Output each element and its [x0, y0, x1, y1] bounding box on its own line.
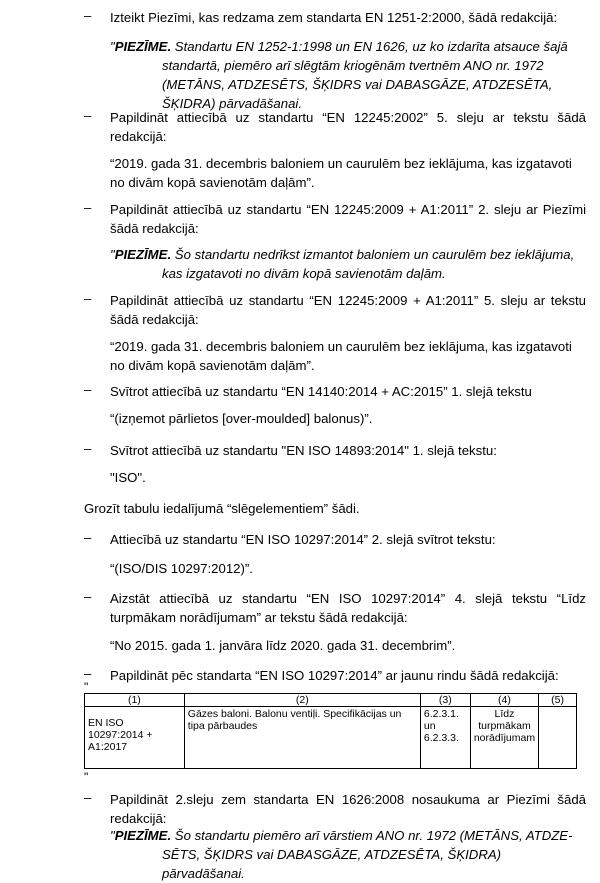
quoted-text: “(izņemot pārlietos [over-moulded] balonus)”.: [110, 411, 373, 426]
note-text-cont: kas izgatavoti no divām kopā savienotām daļām.: [162, 266, 446, 281]
note-label: PIEZĪME.: [114, 828, 172, 843]
list-item: Papildināt attiecībā uz standartu “EN 12245:2009 + A1:2011” 5. sleju ar tekstu šādā redakcijā:: [110, 293, 586, 327]
list-dash: –: [84, 8, 92, 23]
table-cell-standard: EN ISO 10297:2014 + A1:2017: [85, 707, 185, 769]
table-cell-title: Gāzes baloni. Balonu ventiļi. Specifikācijas un tipa pārbaudes: [184, 707, 420, 769]
list-dash: –: [84, 790, 92, 805]
table-header-cell: (3): [420, 694, 470, 707]
note-label: PIEZĪME.: [114, 39, 172, 54]
list-dash: –: [84, 382, 92, 397]
quoted-text: "ISO".: [110, 470, 146, 485]
close-quote: ": [84, 770, 89, 784]
note-text: Šo standartu piemēro arī vārstiem ANO nr. 1972 (METĀNS, ATDZE-: [174, 828, 573, 843]
table-header-cell: (1): [85, 694, 185, 707]
list-dash: –: [84, 589, 92, 604]
list-item: Svītrot attiecībā uz standartu “EN 14140:2014 + AC:2015” 1. slejā tekstu: [110, 384, 532, 399]
list-dash: –: [84, 108, 92, 123]
list-dash: –: [84, 530, 92, 545]
note-text: Šo standartu nedrīkst izmantot baloniem un caurulēm bez ieklājuma,: [174, 247, 575, 262]
list-dash: –: [84, 200, 92, 215]
paragraph: Grozīt tabulu iedalījumā “slēgelementiem” šādi.: [84, 501, 360, 516]
table-header-cell: (5): [539, 694, 577, 707]
table-cell-empty: [539, 707, 577, 769]
list-item: Papildināt attiecībā uz standartu “EN 12245:2009 + A1:2011” 2. sleju ar Piezīmi šādā redakcijā:: [110, 202, 586, 236]
list-item: Papildināt 2.sleju zem standarta EN 1626:2008 nosaukuma ar Piezīmi šādā redakcijā:: [110, 792, 586, 826]
note-label: PIEZĪME.: [114, 247, 172, 262]
list-item: Izteikt Piezīmi, kas redzama zem standarta EN 1251-2:2000, šādā redakcijā:: [110, 10, 558, 25]
note-block: "PIEZĪME. Standartu EN 1252-1:1998 un EN 1626, uz ko izdarīta atsauce šajā standartā, piemēro arī slēgtām kriogēnām tvertnēm ANO nr. 1972 (METĀNS, ATDZESĒTS, ŠĶIDRS vai DABASGĀZE, ATDZESĒTA, ŠĶIDRA) pārvadāšanai.: [110, 37, 586, 113]
quoted-text: “2019. gada 31. decembris baloniem un caurulēm bez ieklājuma, kas izgatavoti no divām kopā savienotām daļām”.: [110, 339, 572, 373]
list-dash: –: [84, 441, 92, 456]
list-item: Svītrot attiecībā uz standartu "EN ISO 14893:2014" 1. slejā tekstu:: [110, 443, 497, 458]
table-header-cell: (4): [470, 694, 538, 707]
table-cell-deadline: Līdz turpmākam norādījumam: [470, 707, 538, 769]
table-row: [85, 707, 577, 769]
quoted-text: “2019. gada 31. decembris baloniem un caurulēm bez ieklājuma, kas izgatavoti no divām kopā savienotām daļām”.: [110, 156, 572, 190]
note-block: "PIEZĪME. Šo standartu piemēro arī vārstiem ANO nr. 1972 (METĀNS, ATDZE- SĒTS, ŠĶIDRS vai DABASGĀZE, ATDZESĒTA, ŠĶIDRA) pārvadāšanai.: [110, 826, 586, 883]
quoted-text: “(ISO/DIS 10297:2012)”.: [110, 561, 253, 576]
note-text: Standartu EN 1252-1:1998 un EN 1626, uz ko izdarīta atsauce šajā: [174, 39, 568, 54]
table-header-row: [85, 694, 577, 707]
quoted-text: “No 2015. gada 1. janvāra līdz 2020. gada 31. decembrim”.: [110, 638, 456, 653]
note-block: "PIEZĪME. Šo standartu nedrīkst izmantot baloniem un caurulēm bez ieklājuma, kas izgatavoti no divām kopā savienotām daļām.: [110, 245, 586, 283]
table-cell-clauses: 6.2.3.1. un 6.2.3.3.: [420, 707, 470, 769]
table-header-cell: (2): [184, 694, 420, 707]
list-dash: –: [84, 291, 92, 306]
list-item: Papildināt pēc standarta “EN ISO 10297:2014” ar jaunu rindu šādā redakcijā:: [110, 668, 559, 683]
list-item: Aizstāt attiecībā uz standartu “EN ISO 10297:2014” 4. slejā tekstu “Līdz turpmākam norādījumam” ar tekstu šādā redakcijā:: [110, 591, 586, 625]
note-text-cont: standartā, piemēro arī slēgtām kriogēnām tvertnēm ANO nr. 1972 (METĀNS, ATDZESĒTS, ŠĶIDRS vai DABASGĀZE, ATDZESĒTA, ŠĶIDRA) pārvadāšanai.: [162, 58, 553, 111]
note-text-cont: SĒTS, ŠĶIDRS vai DABASGĀZE, ATDZESĒTA, ŠĶIDRA) pārvadāšanai.: [162, 847, 502, 881]
open-quote: ": [84, 680, 89, 694]
list-item: Attiecībā uz standartu “EN ISO 10297:2014” 2. slejā svītrot tekstu:: [110, 532, 496, 547]
list-dash: –: [84, 666, 92, 681]
list-item: Papildināt attiecībā uz standartu “EN 12245:2002” 5. sleju ar tekstu šādā redakcijā:: [110, 110, 586, 144]
standards-table: [84, 693, 577, 769]
